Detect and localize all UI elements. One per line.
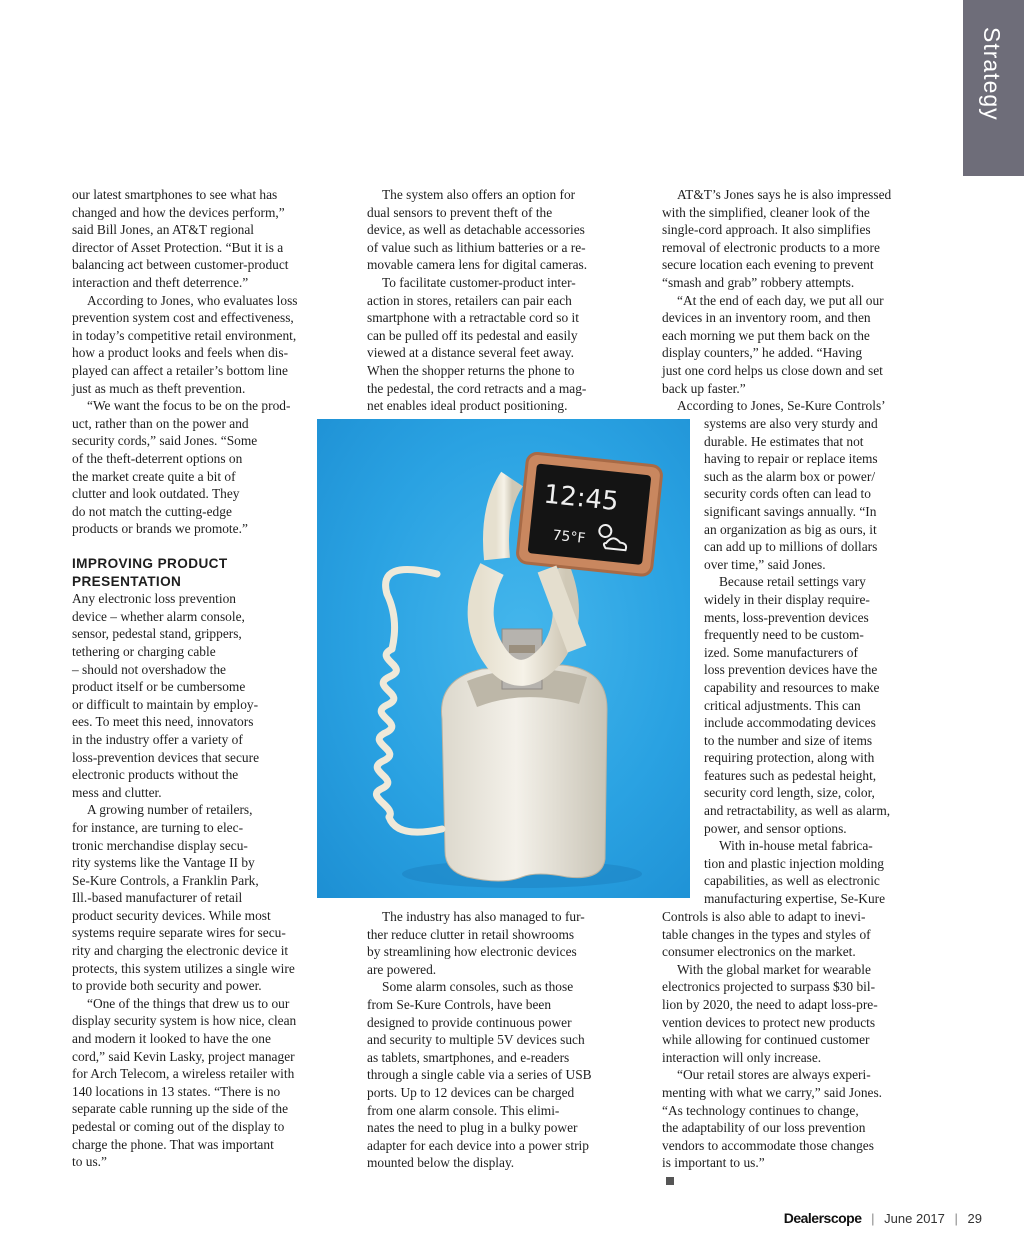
smartwatch-display-illustration bbox=[317, 419, 690, 898]
watch-temperature: 75°F bbox=[551, 527, 587, 547]
subhead-line-2: PRESENTATION bbox=[72, 573, 182, 589]
page-number: 29 bbox=[967, 1211, 982, 1226]
subhead-line-1: IMPROVING PRODUCT bbox=[72, 556, 228, 571]
column-3-top bbox=[662, 186, 947, 415]
body-paragraph: According to Jones, Se-Kure Controls’ bbox=[677, 398, 886, 414]
issue-date: June 2017 bbox=[884, 1211, 945, 1226]
page-footer bbox=[700, 1210, 982, 1226]
column-3-wrap bbox=[704, 415, 954, 908]
body-paragraph: systems are also very sturdy and durable. He estimates that not having to repair or replace items such as the alarm box or power/ security cords often can lead to significant savings annually. “In an organization as big as ours, it can add up to millions of dollars over time,” said Jones. bbox=[704, 416, 878, 572]
coiled-cord bbox=[376, 570, 442, 833]
column-2-top bbox=[367, 186, 649, 415]
column-3-bottom bbox=[662, 908, 947, 1190]
body-paragraph: Any electronic loss prevention device – whether alarm console, sensor, pedestal stand, grippers, tethering or charging cable – should not overshadow the product itself or be cumbersome or difficult to maintain by employ- ees. To meet this need, innovators in the industry offer a variety of loss-prevention devices that secure electronic products without the mess and clutter. bbox=[72, 591, 260, 800]
body-paragraph: Some alarm consoles, such as those from Se-Kure Controls, have been designed to provide continuous power and security to multiple 5V devices such as tablets, smartphones, and e-readers through a single cable via a series of USB ports. Up to 12 devices can be charged from one alarm console. This elimi- nates the need to plug in a bulky power adapter for each device into a power strip mounted below the display. bbox=[367, 979, 592, 1171]
body-paragraph: Controls is also able to adapt to inevi- table changes in the types and styles of consumer electronics on the market. bbox=[662, 909, 871, 960]
section-tab-label: Strategy bbox=[979, 27, 1005, 121]
end-mark-icon bbox=[666, 1177, 674, 1185]
magazine-logo: Dealerscope bbox=[783, 1210, 862, 1226]
pedestal bbox=[442, 665, 608, 881]
body-paragraph: AT&T’s Jones says he is also impressed with the simplified, cleaner look of the single-cord approach. It also simplifies removal of electronic products to a more secure location each evening to prevent “smash and grab” robbery attempts. bbox=[662, 187, 892, 290]
body-paragraph: With the global market for wearable electronics projected to surpass $30 bil- lion by 2020, the need to adapt loss-pre- vention devices to protect new products while allowing for continued customer interaction will only increase. bbox=[662, 961, 878, 1065]
footer-separator: | bbox=[871, 1211, 875, 1226]
body-paragraph: The industry has also managed to fur- ther reduce clutter in retail showrooms by streamlining how electronic devices are powered. bbox=[367, 909, 585, 977]
column-1-bottom bbox=[72, 555, 354, 1171]
body-paragraph: “At the end of each day, we put all our devices in an inventory room, and then each morning we put them back on the display counters,” he added. “Having just one cord helps us close down and set back up faster.” bbox=[662, 292, 884, 396]
body-paragraph: A growing number of retailers, for instance, are turning to elec- tronic merchandise display secu- rity systems like the Vantage II by Se-Kure Controls, a Franklin Park, Ill.-based manufacturer of retail product security devices. While most systems require separate wires for secu- rity and charging the electronic device it protects, this system utilizes a single wire to provide both security and power. bbox=[72, 802, 295, 994]
body-paragraph: The system also offers an option for dual sensors to prevent theft of the device, as well as detachable accessories of value such as lithium batteries or a re- movable camera lens for digital cameras. bbox=[367, 187, 588, 273]
body-paragraph: With in-house metal fabrica- tion and plastic injection molding capabilities, as well as electronic manufacturing expertise, Se-Kure bbox=[704, 838, 886, 907]
watch-time: 12:45 bbox=[542, 479, 620, 518]
body-paragraph: our latest smartphones to see what has changed and how the devices perform,” said Bill Jones, an AT&T regional director of Asset Protection. “But it is a balancing act between customer-product interaction and theft deterrence.” bbox=[72, 187, 289, 290]
body-paragraph: To facilitate customer-product inter- action in stores, retailers can pair each smartphone with a retractable cord so it can be pulled off its pedestal and easily viewed at a distance several feet away. When the shopper returns the phone to the pedestal, the cord retracts and a mag- net enables ideal product positioning. bbox=[367, 274, 587, 414]
body-paragraph: Because retail settings vary widely in their display require- ments, loss-prevention devices frequently need to be custom- ized. Some manufacturers of loss prevention devices have the capability and resources to make critical adjustments. This can include accommodating devices to the number and size of items requiring protection, along with features such as pedestal height, security cord length, size, color, and retractability, as well as alarm, power, and sensor options. bbox=[704, 574, 891, 836]
footer-separator: | bbox=[954, 1211, 958, 1226]
body-paragraph: “We want the focus to be on the prod- uct, rather than on the power and security cords,” said Jones. “Some of the theft-deterrent options on the market create quite a bit of clutter and look outdated. They do not match the cutting-edge products or brands we promote.” bbox=[72, 398, 291, 537]
body-paragraph: According to Jones, who evaluates loss prevention system cost and effectiveness, in today’s competitive retail environment, how a product looks and feels when dis- played can affect a retailer’s bottom line just as much as theft prevention. bbox=[72, 292, 298, 396]
section-tab bbox=[963, 0, 1024, 176]
body-paragraph: “One of the things that drew us to our display security system is how nice, clean and modern it looked to have the one cord,” said Kevin Lasky, project manager for Arch Telecom, a wireless retailer with 140 locations in 13 states. “There is no separate cable running up the side of the pedestal or coming out of the display to charge the phone. That was important to us.” bbox=[72, 995, 297, 1170]
section-subhead bbox=[72, 555, 354, 590]
body-paragraph: “Our retail stores are always experi- menting with what we carry,” said Jones. “As technology continues to change, the adaptability of our loss prevention vendors to accommodate those changes is important to us.” bbox=[662, 1067, 883, 1171]
column-2-bottom bbox=[367, 908, 649, 1172]
column-1-top bbox=[72, 186, 354, 538]
product-photo bbox=[317, 419, 690, 898]
